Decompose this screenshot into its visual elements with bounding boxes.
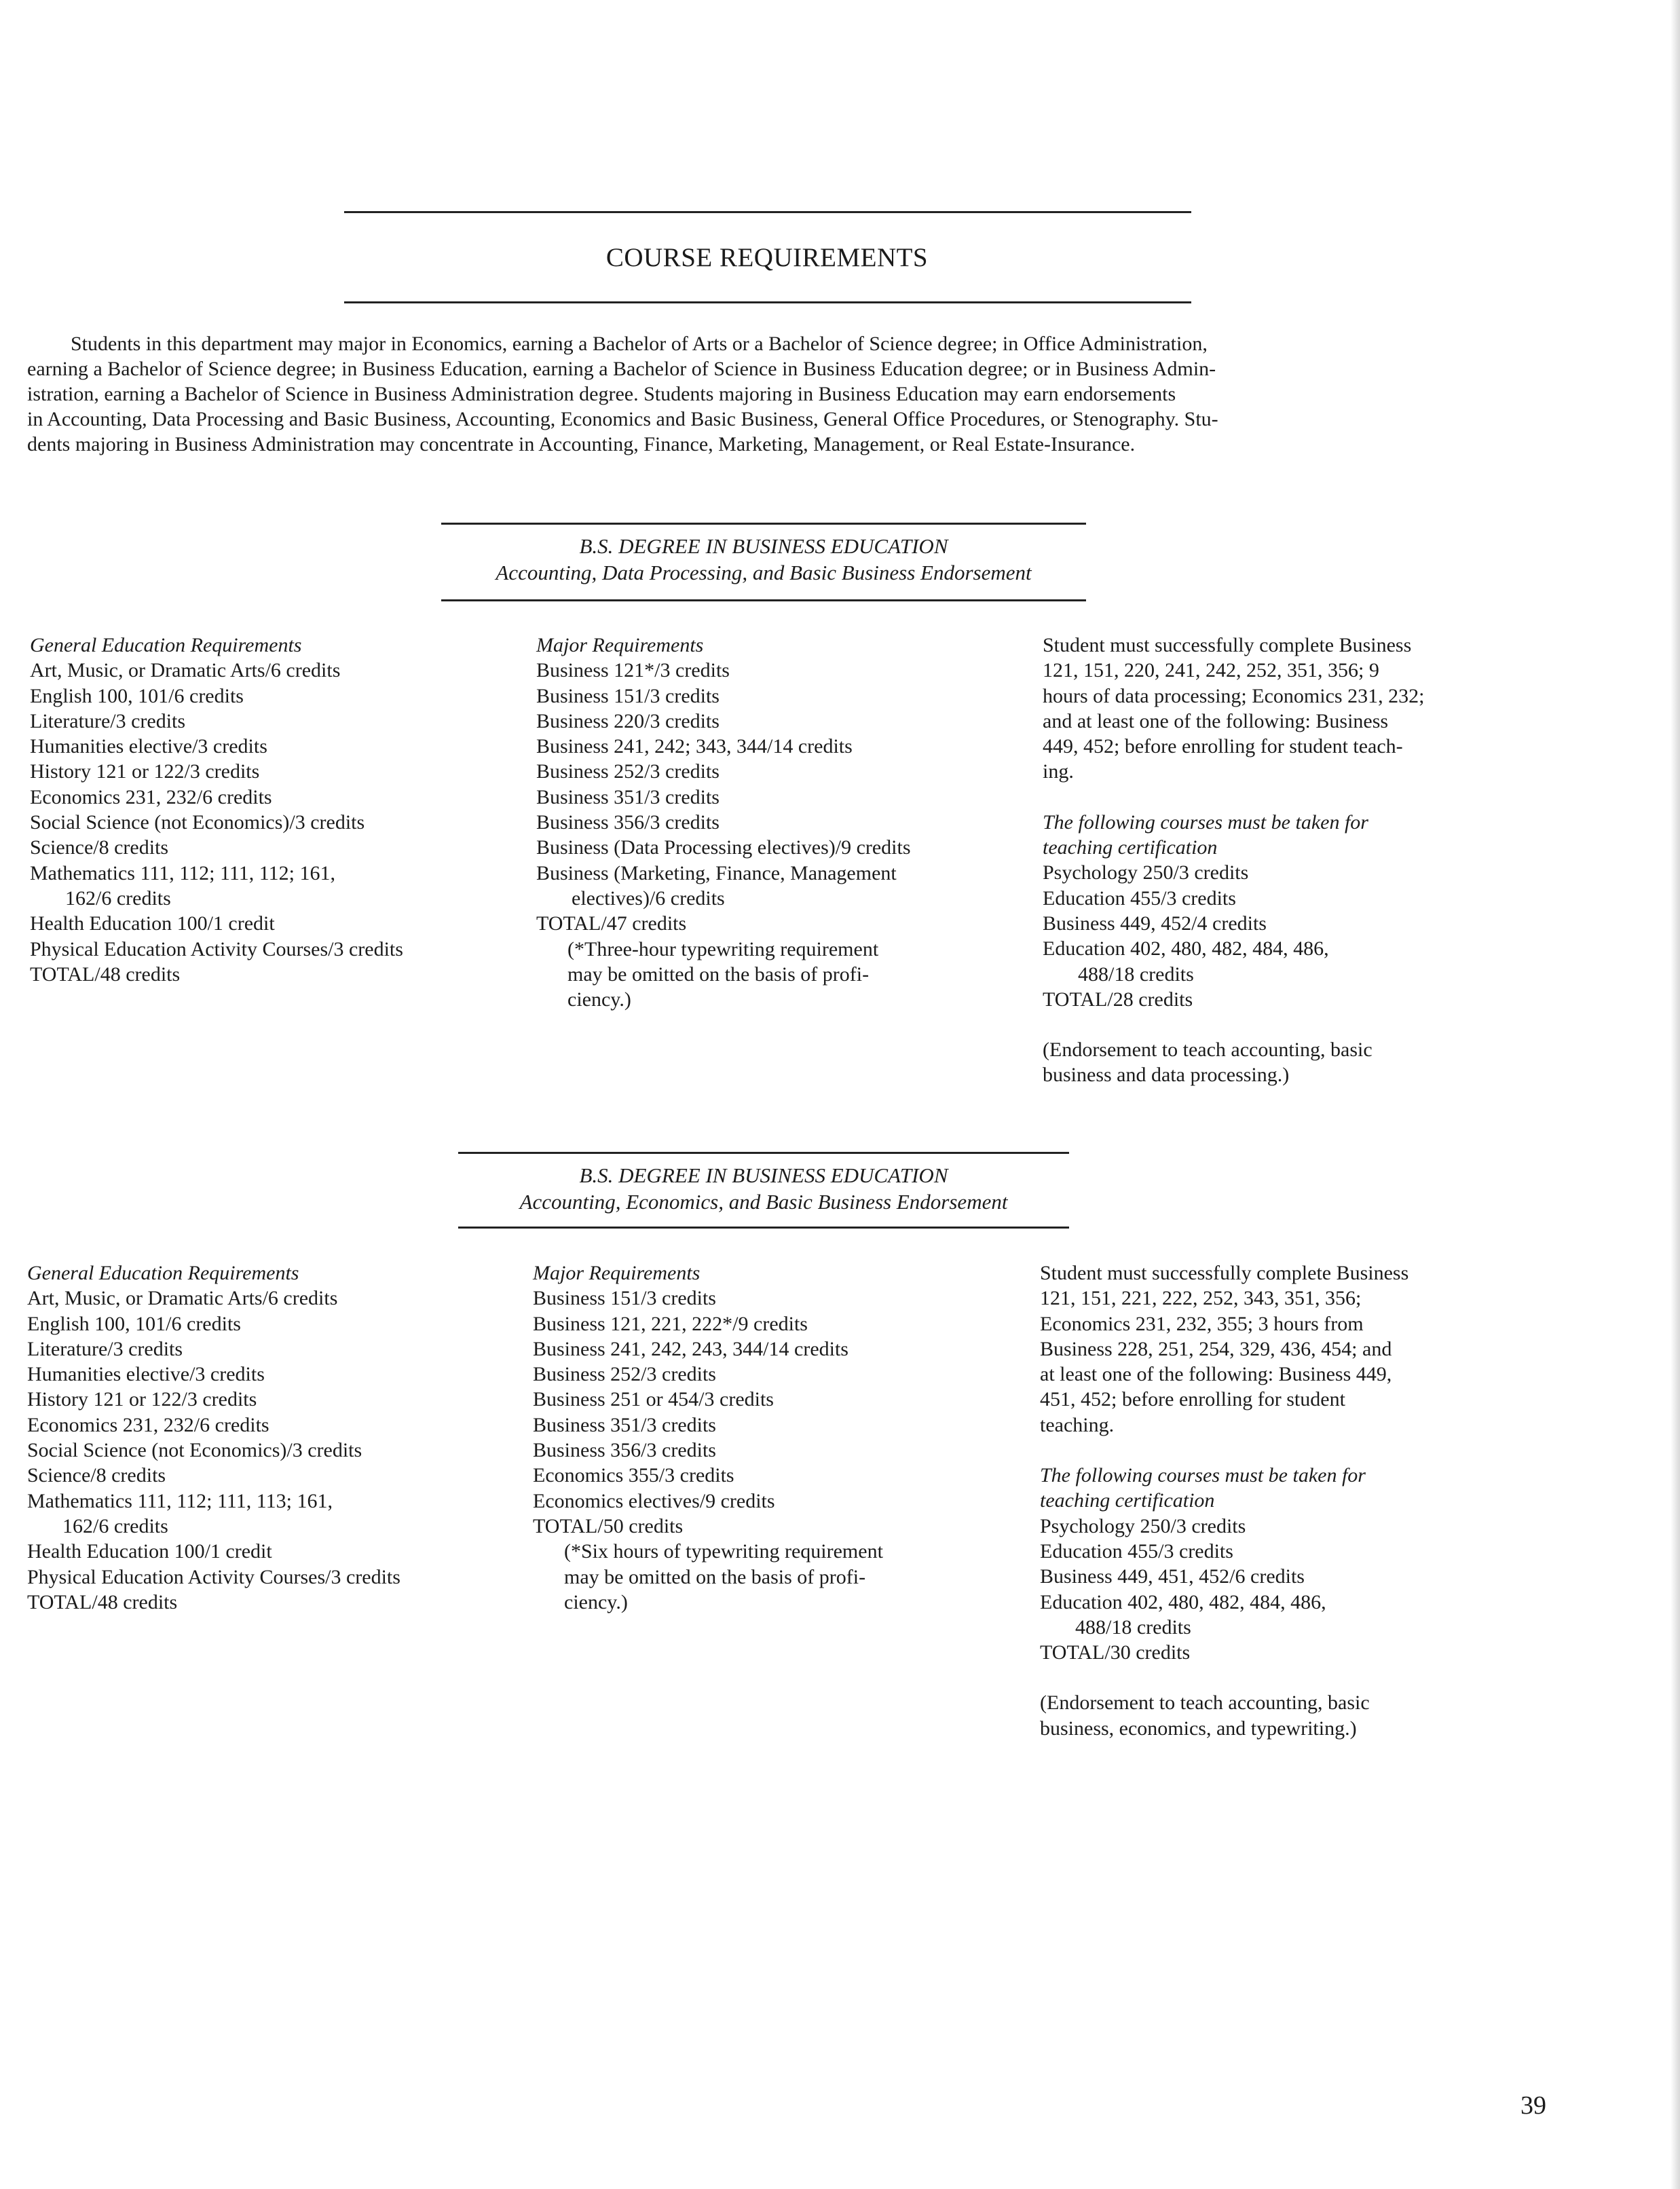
list-item: Science/8 credits — [30, 836, 169, 859]
list-item: Social Science (not Economics)/3 credits — [27, 1439, 362, 1462]
endorsement-note: business, economics, and typewriting.) — [1040, 1717, 1357, 1740]
list-item: TOTAL/50 credits — [533, 1514, 684, 1537]
list-item: Art, Music, or Dramatic Arts/6 credits — [27, 1287, 338, 1310]
major-heading: Major Requirements — [536, 634, 704, 656]
endorsement-note: (Endorsement to teach accounting, basic — [1040, 1691, 1370, 1715]
list-item: Mathematics 111, 112; 111, 112; 161, — [30, 861, 335, 884]
major-heading: Major Requirements — [533, 1262, 701, 1284]
list-item: Business 151/3 credits — [533, 1287, 716, 1310]
intro-line: dents majoring in Business Administration may concentrate in Accounting, Finance, Marketing, Management, or Real Estate-Insurance. — [27, 433, 1136, 455]
requirement-note-line: Economics 231, 232, 355; 3 hours from — [1040, 1312, 1364, 1335]
intro-paragraph — [27, 331, 1493, 457]
list-item: Business 356/3 credits — [533, 1439, 716, 1462]
list-item: English 100, 101/6 credits — [30, 684, 244, 707]
list-item: History 121 or 122/3 credits — [30, 760, 260, 783]
title-bottom-rule — [344, 301, 1191, 303]
list-item: Economics 231, 232/6 credits — [27, 1413, 269, 1436]
list-item: Health Education 100/1 credit — [27, 1540, 272, 1563]
requirement-note-line: 451, 452; before enrolling for student — [1040, 1388, 1345, 1411]
list-item: Economics 231, 232/6 credits — [30, 785, 272, 808]
list-item: TOTAL/47 credits — [536, 912, 687, 935]
list-item: Business 356/3 credits — [536, 811, 720, 834]
gen-ed-heading: General Education Requirements — [27, 1262, 299, 1284]
list-item: Literature/3 credits — [27, 1337, 183, 1360]
section2-title: B.S. DEGREE IN BUSINESS EDUCATION — [579, 1163, 948, 1187]
list-item: Business 241, 242; 343, 344/14 credits — [536, 735, 853, 758]
intro-line: earning a Bachelor of Science degree; in Business Education, earning a Bachelor of Science in Business Education degree; or in Business Admin- — [27, 358, 1216, 380]
requirement-note-line: ing. — [1043, 760, 1074, 783]
list-item: Education 402, 480, 482, 484, 486, — [1043, 937, 1329, 960]
certification-heading: The following courses must be taken for — [1043, 810, 1368, 834]
list-item: Physical Education Activity Courses/3 credits — [30, 937, 403, 960]
list-item: TOTAL/48 credits — [30, 962, 181, 986]
footnote-line: may be omitted on the basis of profi- — [564, 1565, 866, 1588]
section1-title: B.S. DEGREE IN BUSINESS EDUCATION — [579, 534, 948, 558]
list-item: Business 252/3 credits — [533, 1363, 716, 1386]
endorsement-note: (Endorsement to teach accounting, basic — [1043, 1039, 1373, 1062]
requirement-note-line: 121, 151, 221, 222, 252, 343, 351, 356; — [1040, 1287, 1362, 1310]
list-item: History 121 or 122/3 credits — [27, 1388, 257, 1411]
list-item: Education 455/3 credits — [1040, 1539, 1233, 1563]
requirement-note-line: Student must successfully complete Business — [1040, 1262, 1409, 1284]
certification-heading: teaching certification — [1040, 1489, 1215, 1512]
section1-subtitle: Accounting, Data Processing, and Basic Business Endorsement — [496, 561, 1032, 584]
requirement-note-line: 449, 452; before enrolling for student teach- — [1043, 735, 1403, 758]
list-item: Humanities elective/3 credits — [27, 1363, 265, 1386]
section1-bottom-rule — [441, 599, 1086, 601]
list-item: Economics electives/9 credits — [533, 1489, 775, 1512]
footnote-line: (*Three-hour typewriting requirement — [567, 937, 879, 960]
requirement-note-line: at least one of the following: Business 449, — [1040, 1363, 1392, 1386]
requirement-note-line: hours of data processing; Economics 231, 232; — [1043, 684, 1425, 707]
certification-heading: The following courses must be taken for — [1040, 1464, 1366, 1487]
page-title: COURSE REQUIREMENTS — [605, 243, 929, 272]
list-item: Business 449, 452/4 credits — [1043, 912, 1267, 935]
list-item-continuation: 162/6 credits — [65, 886, 171, 910]
certification-heading: teaching certification — [1043, 836, 1218, 859]
list-item: Business 241, 242, 243, 344/14 credits — [533, 1337, 848, 1360]
section2-major-column — [533, 1260, 883, 1615]
list-item: Business 251 or 454/3 credits — [533, 1388, 774, 1411]
list-item: Mathematics 111, 112; 111, 113; 161, — [27, 1489, 333, 1512]
section1-gen-ed-column — [30, 633, 403, 987]
title-top-rule — [344, 211, 1191, 213]
list-item: Art, Music, or Dramatic Arts/6 credits — [30, 659, 341, 682]
footnote-line: may be omitted on the basis of profi- — [567, 962, 870, 986]
list-item: Health Education 100/1 credit — [30, 912, 275, 935]
section2-bottom-rule — [458, 1227, 1069, 1229]
section2-notes-column — [1040, 1260, 1408, 1741]
list-item: TOTAL/28 credits — [1043, 988, 1193, 1011]
list-item-continuation: electives)/6 credits — [572, 886, 725, 910]
section1-major-column — [536, 633, 911, 1012]
intro-line: Students in this department may major in Economics, earning a Bachelor of Arts or a Bachelor of Science degree; in Office Administration, — [71, 333, 1208, 355]
list-item: Economics 355/3 credits — [533, 1464, 734, 1487]
section2-top-rule — [458, 1152, 1069, 1154]
section1-top-rule — [441, 523, 1086, 525]
requirement-note-line: and at least one of the following: Business — [1043, 709, 1389, 732]
section2-subtitle: Accounting, Economics, and Basic Business Endorsement — [519, 1190, 1008, 1214]
list-item: Education 402, 480, 482, 484, 486, — [1040, 1590, 1326, 1613]
requirement-note-line: Student must successfully complete Business — [1043, 634, 1412, 656]
intro-line: istration, earning a Bachelor of Science in Business Administration degree. Students majoring in Business Education may earn endorsements — [27, 383, 1176, 405]
list-item: Business 220/3 credits — [536, 709, 720, 732]
list-item: Business 121, 221, 222*/9 credits — [533, 1312, 808, 1335]
intro-line: in Accounting, Data Processing and Basic Business, Accounting, Economics and Basic Business, General Office Procedures, or Stenography. Stu- — [27, 408, 1218, 430]
list-item: Business (Marketing, Finance, Management — [536, 861, 897, 884]
footnote-line: ciency.) — [564, 1590, 628, 1613]
list-item: Humanities elective/3 credits — [30, 735, 267, 758]
requirement-note-line: teaching. — [1040, 1413, 1115, 1436]
list-item: Education 455/3 credits — [1043, 886, 1236, 910]
footnote-line: ciency.) — [567, 988, 631, 1011]
requirement-note-line: Business 228, 251, 254, 329, 436, 454; and — [1040, 1337, 1392, 1360]
section1-notes-column — [1043, 633, 1424, 1088]
list-item: Psychology 250/3 credits — [1040, 1514, 1246, 1537]
list-item: Business 252/3 credits — [536, 760, 720, 783]
list-item-continuation: 162/6 credits — [62, 1514, 168, 1537]
list-item: Business 351/3 credits — [536, 785, 720, 808]
list-item-continuation: 488/18 credits — [1075, 1615, 1191, 1639]
list-item: Science/8 credits — [27, 1464, 166, 1487]
list-item: Business 151/3 credits — [536, 684, 720, 707]
list-item: TOTAL/30 credits — [1040, 1641, 1191, 1664]
list-item: Physical Education Activity Courses/3 credits — [27, 1565, 400, 1588]
requirement-note-line: 121, 151, 220, 241, 242, 252, 351, 356; 9 — [1043, 659, 1379, 682]
list-item: Business (Data Processing electives)/9 credits — [536, 836, 911, 859]
list-item: English 100, 101/6 credits — [27, 1312, 241, 1335]
list-item-continuation: 488/18 credits — [1078, 962, 1194, 986]
list-item: Business 351/3 credits — [533, 1413, 716, 1436]
list-item: Social Science (not Economics)/3 credits — [30, 811, 365, 834]
list-item: Literature/3 credits — [30, 709, 186, 732]
footnote-line: (*Six hours of typewriting requirement — [564, 1540, 883, 1563]
page-edge-shadow — [1670, 0, 1680, 2189]
endorsement-note: business and data processing.) — [1043, 1064, 1290, 1087]
list-item: TOTAL/48 credits — [27, 1590, 178, 1613]
section2-gen-ed-column — [27, 1260, 400, 1615]
list-item: Psychology 250/3 credits — [1043, 861, 1249, 884]
list-item: Business 449, 451, 452/6 credits — [1040, 1565, 1305, 1588]
gen-ed-heading: General Education Requirements — [30, 634, 302, 656]
page-number: 39 — [1520, 2091, 1546, 2120]
list-item: Business 121*/3 credits — [536, 659, 730, 682]
